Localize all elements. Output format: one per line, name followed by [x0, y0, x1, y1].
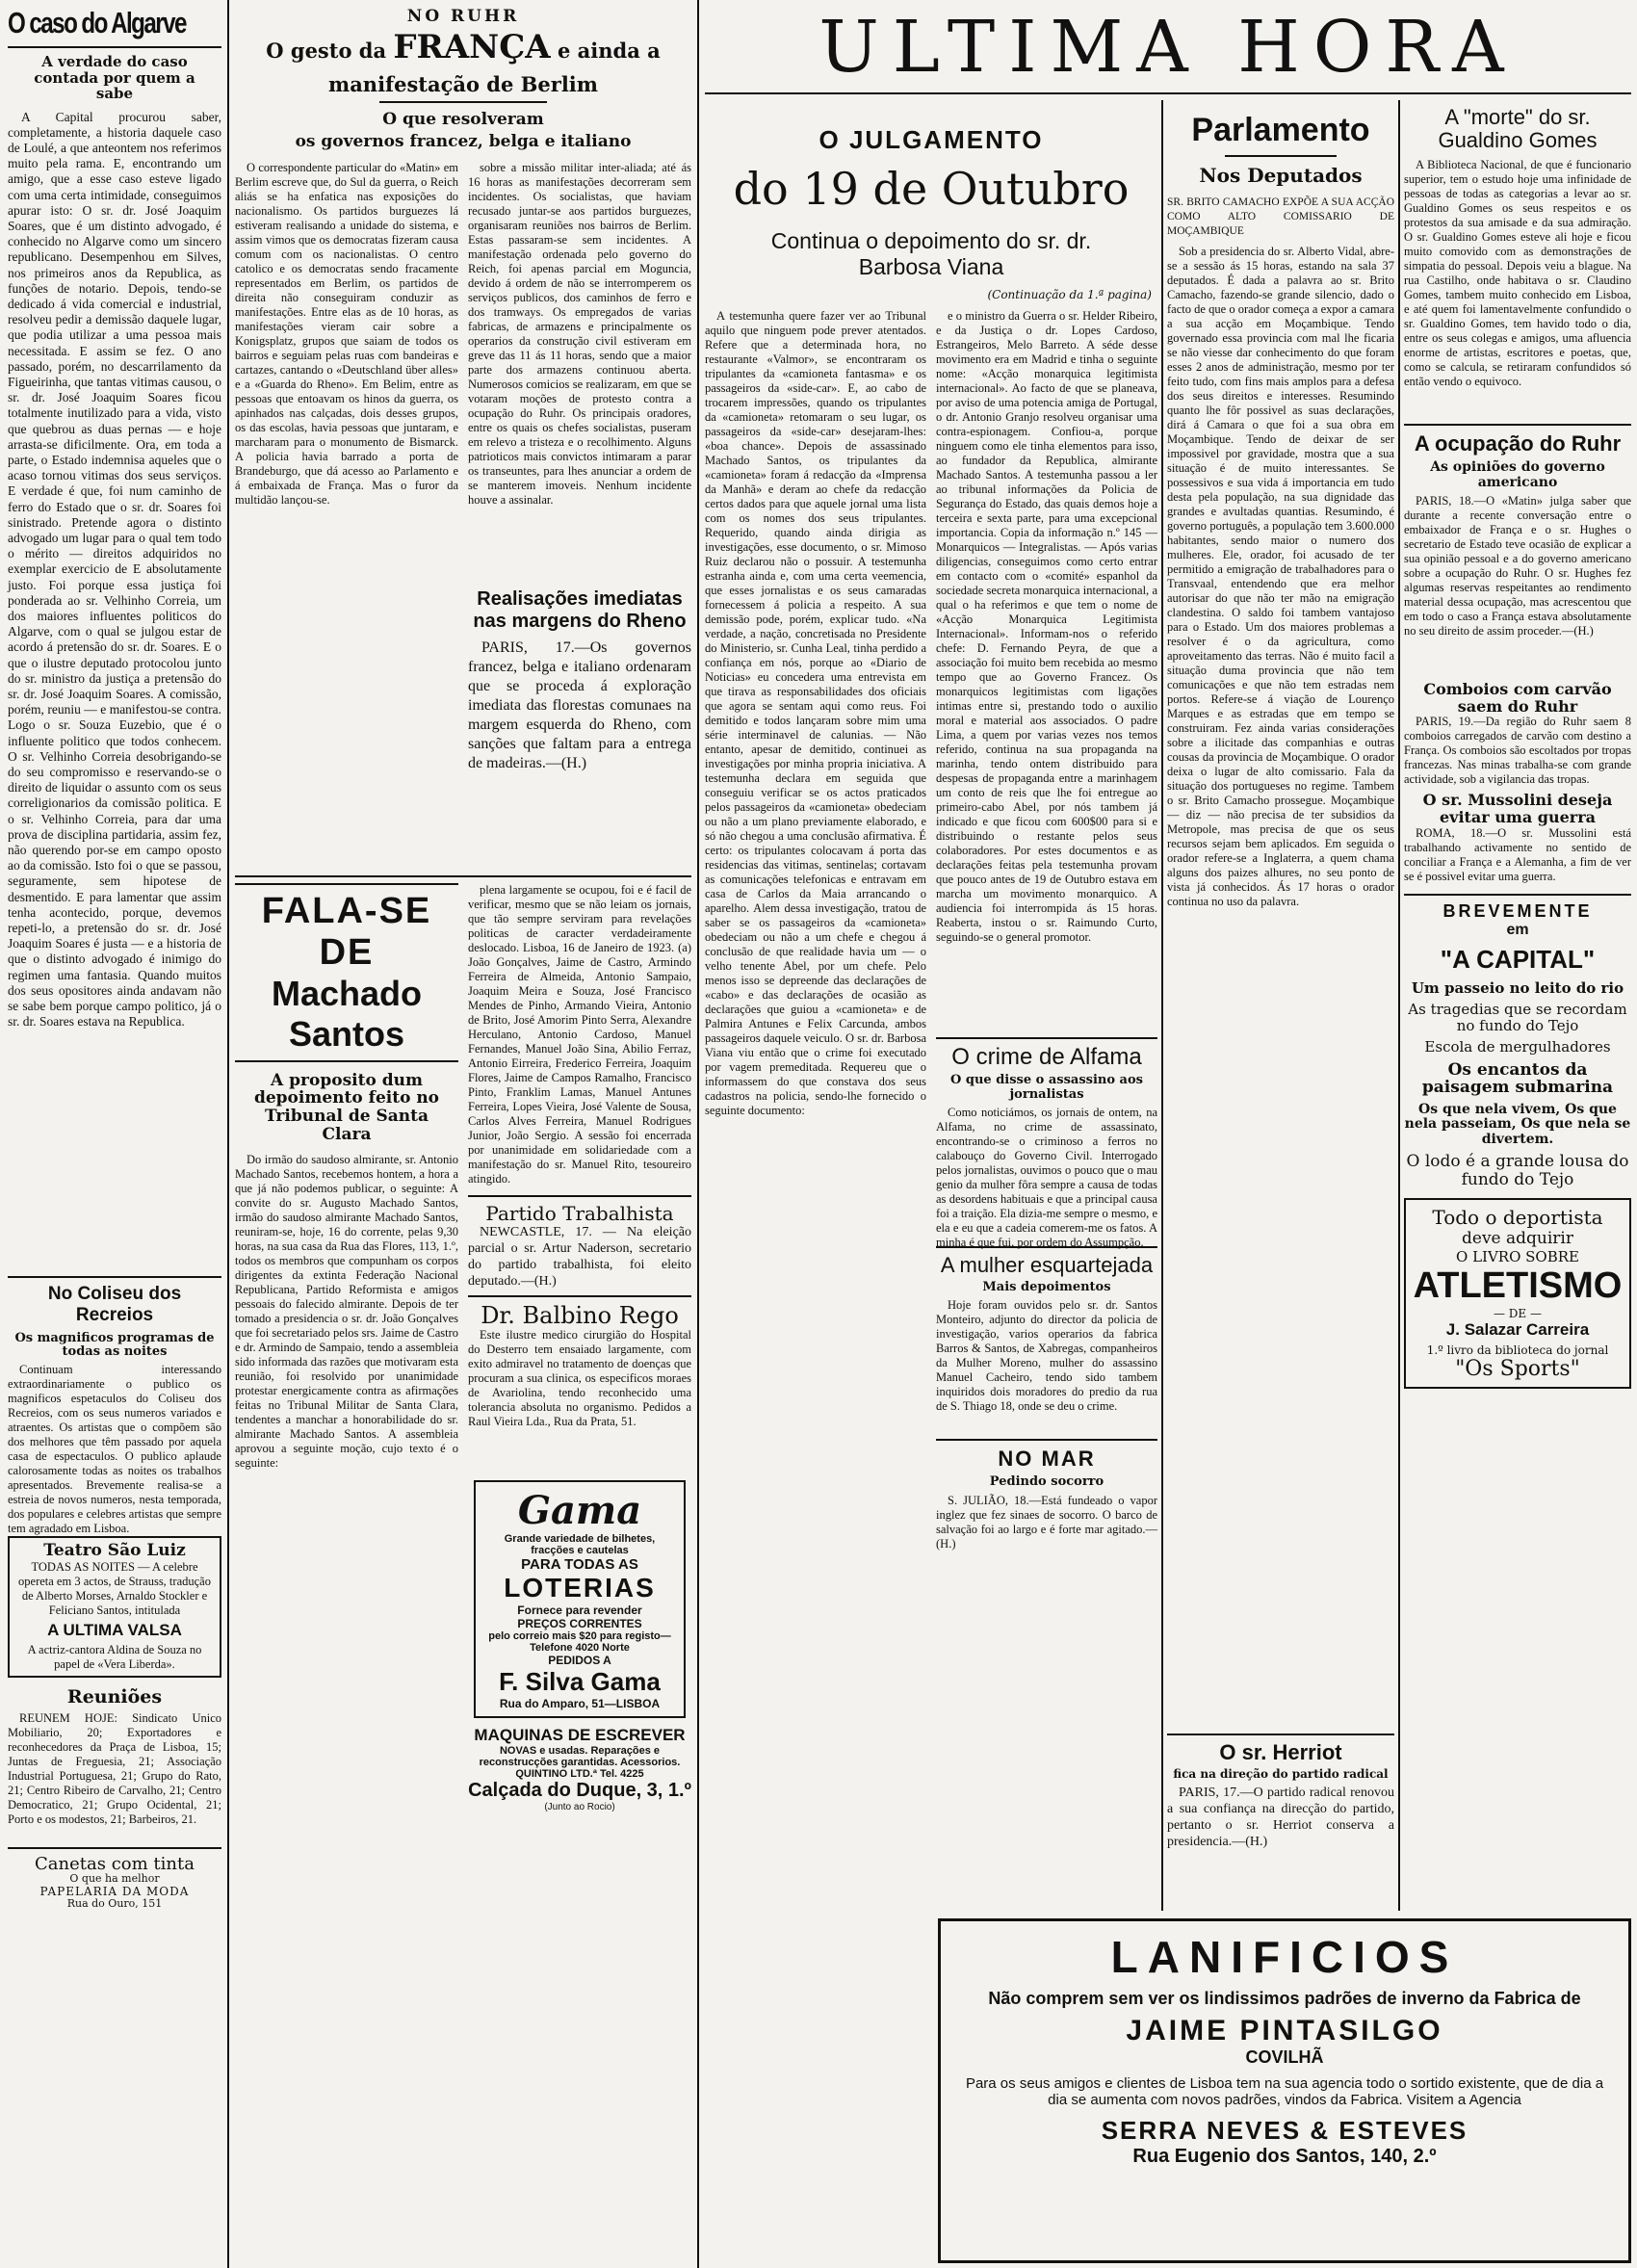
fala-subtitle: A proposito dum depoimento feito no Tribunal de Santa Clara [253, 1070, 440, 1144]
column-2 [235, 0, 691, 2268]
atletismo-line1: Todo o deportista [1432, 1206, 1603, 1230]
morte-title: A "morte" do sr. Gualdino Gomes [1438, 105, 1598, 153]
fala-column [235, 883, 458, 2025]
algarve-title: O caso do Algarve [8, 6, 186, 39]
lanificios-agency: SERRA NEVES & ESTEVES [1101, 2116, 1468, 2145]
trabalhista-title: Partido Trabalhista [485, 1201, 674, 1225]
fala-box [235, 883, 458, 1062]
rheno-body: PARIS, 17.—Os governos francez, belga e italiano ordenaram que se proceda á exploração imediata das florestas comunaes na margem esquerda do Rheno, com sanções que faltam para a entrega de madeiras.—(H.) [468, 639, 691, 771]
herriot-body: PARIS, 17.—O partido radical renovou a sua confiança na direcção do partido, pertanto o sr. Herriot conserva a presidencia.—(H.) [1167, 1786, 1394, 1850]
atletismo-author: J. Salazar Carreira [1445, 1320, 1590, 1340]
mussolini-title: O sr. Mussolini deseja evitar uma guerra [1422, 791, 1613, 826]
fala-title: FALA-SE DE [261, 890, 432, 973]
berlin-headline: manifestação de Berlim [327, 72, 598, 97]
rule [1404, 424, 1631, 426]
balbino-name: Dr. Balbino Rego [481, 1301, 679, 1329]
lanificios-title: LANIFICIOS [1110, 1932, 1459, 1982]
lanificios-line2: Para os seus amigos e clientes de Lisboa tem na sua agencia todo o sortido existente, que de dia a dia se aumenta com novos padrões, vindos da Fabrica. Visitem a Agencia [965, 2075, 1604, 2108]
gama-line6: PEDIDOS A [548, 1653, 611, 1667]
gama-line2: PARA TODAS AS [521, 1555, 638, 1573]
brevemente-line1: Um passeio no leito do rio [1411, 978, 1624, 997]
rule [1225, 155, 1337, 157]
coliseu-title: No Coliseu dos Recreios [47, 1283, 182, 1325]
teatro-show: A ULTIMA VALSA [47, 1620, 182, 1639]
brevemente-publication: "A CAPITAL" [1440, 944, 1596, 974]
teatro-title: Teatro São Luiz [43, 1541, 186, 1561]
maquinas-address: Calçada do Duque, 3, 1.º [468, 1779, 691, 1801]
maquinas-title: MAQUINAS DE ESCREVER [474, 1725, 686, 1744]
ruhr-kicker: NO RUHR [406, 7, 520, 26]
france-headline [235, 27, 691, 66]
headline-part-a: O gesto da [266, 38, 387, 63]
canetas-address: Rua do Ouro, 151 [66, 1896, 163, 1910]
teatro-body: TODAS AS NOITES — A celebre opereta em 3 actos, de Strauss, tradução de Alberto Morses, Arnaldo Stockler e Feliciano Santos, intitulada [18, 1559, 211, 1617]
alfama-title: O crime de Alfama [951, 1044, 1142, 1070]
rule [8, 1847, 221, 1849]
algarve-body: A Capital procurou saber, completamente, a historia daquele caso de Loulé, a que anteontem nos referimos muito pela rama. E, encontrando um amigo, que a esse caso esteve ligado com uma certa intimidade, conseguimos apurar isto: O sr. dr. José Joaquim Soares, que é um distinto advogado, é conhecido no Algarve como um sincero republicano. Desempenhou em Silves, nos primeiros anos da Republica, as funções de notario. Depois, tendo-se dedicado á vida comercial e industrial, resolveu pedir a demissão daquele lugar, que podia utilizar a uma pessoa mais necessitada. E assim se fez. O ano passado, porém, no descarrilamento da Figueirinha, que tantas vitimas causou, o sr. dr. José Joaquim Soares ficou totalmente inutilizado para a vida, visto que quebrou as duas pernas — e hoje arrasta-se dificilmente. Ora, em toda a parte, o Estado indemnisa aqueles que o acaso tornou vitimas dos seus serviços. E verdade é que, foi num caminho de ferro do Estado que o sr. dr. Soares foi sinistrado. Pretende agora o distinto advogado um lugar para o qual tem todo o mérito — direitos adquiridos no exemplar exercicio de E absolutamente justo. Foi porque essa justiça foi ponderada ao sr. Velhinho Correia, um dos maiores influentes politicos do Algarve, com o qual se julgou estar de acordo á pretensão do sr. dr. Soares. E o que o ilustre deputado protocolou junto do sr. ministro da justiça a pretensão do sr. dr. José Joaquim Soares. A comissão, porém, reuniu — e manifestou-se contra. Logo o sr. Souza Euzebio, que é o influente politico que todos conhecem. O sr. Velhinho Correia desobrigando-se do seu compromisso e reservando-se o direito de liquidar o assunto com os seus correligionarios da comissão politica. E o sr. Velhinho Correia, para dar uma prova de disciplina partidaria, assim fez, não querendo por-se em campo oposto ao da comissão. Isto foi o que se passou, seguramente, sem hipotese de desmentido. E para lamentar que assim tenha acontecido, porque, devemos repeti-lo, a pretensão do sr. dr. José Joaquim Soares é justa — e a historia de que o distinto advogado é inimigo do regimen uma fantasia. Quando muitos dos seus opositores ainda andavam não se sabe bem porque campo politico, já o sr. dr. Soares estava na Republica. [8, 109, 221, 1030]
rule [8, 46, 221, 48]
maquinas-body: NOVAS e usadas. Reparações e reconstrucções garantidas. Acessorios. QUINTINO LTD.ª Tel. 4225 [479, 1744, 681, 1780]
gama-line5: pelo correio mais $20 para registo—Telefone 4020 Norte [488, 1629, 671, 1654]
resolveram-subhead: O que resolveram [382, 110, 544, 130]
rule [1404, 894, 1631, 896]
lanificios-name: JAIME PINTASILGO [1126, 2015, 1443, 2046]
headline-france: FRANÇA [393, 27, 551, 66]
rule [379, 101, 547, 103]
morte-body: A Biblioteca Nacional, de que é funcionario superior, tem o estudo hoje uma infinidade de pessoas de todas as categorias a levar ao sr. Gualdino Gomes os seus respeitos e os protestos da sua amisade e da sua admiração. O sr. Gualdino Gomes esteve ali hoje e ficou muito comovido com as demonstrações de simpatia do pessoal. Depois veiu a blague. Na rua Castilho, onde habitava o sr. Claudino Gomes, tambem muito conhecido em Lisboa, e até quem foi lamentavelmente confundido o sr. Gualdino Gomes, tem havido todo o dia, entre os seus colegas e amigos, uma afluencia enorme de artistas, escritores e poetas, que, como se calcula, se retiraram confundidos só então vendo o equivoco. [1404, 158, 1631, 389]
alfama-subtitle: O que disse o assassino aos jornalistas [950, 1073, 1143, 1102]
gama-logo: Gama [517, 1487, 642, 1533]
trabalhista-body: NEWCASTLE, 17. — Na eleição parcial o sr. Artur Naderson, secretario do partido trabalhista, foi eleito deputado.—(H.) [468, 1224, 691, 1289]
atletismo-note: 1.º livro da biblioteca do jornal [1426, 1343, 1609, 1358]
alfama-body: Como noticiámos, os jornais de ontem, na Alfama, no crime de assassinato, encontrando-se o criminoso a ferros no calabouço do Governo Civil. Interrogado pelos jornalistas, ouvimos o pouco que o mau genio da mulher fôra sempre a causa de todas as desordens habituais e que a principal causa foi a traição. Ela dizia-me sempre o mesmo, e ela e eu que a cadeia comerem-me os fatos. A minha é que fui, por ordem do Assumpção. [936, 1105, 1157, 1249]
canetas-line: O que ha melhor [69, 1872, 160, 1886]
atletismo-title: ATLETISMO [1413, 1265, 1623, 1307]
herriot-subtitle: fica na direção do partido radical [1173, 1767, 1389, 1782]
atletismo-ad [1404, 1198, 1631, 1389]
gama-line4: PREÇOS CORRENTES [517, 1616, 642, 1630]
ruhr-subtitle: As opiniões do governo americano [1430, 459, 1605, 490]
rule [468, 1295, 691, 1297]
brevemente-title: BREVEMENTE [1442, 900, 1593, 921]
fala-body: Do irmão do saudoso almirante, sr. Antonio Machado Santos, recebemos hontem, a hora a que já não podemos publicar, o seguinte: A convite do sr. Augusto Machado Santos, irmão do saudoso almirante Machado Santos, reuniram-se, hoje, 16 do corrente, pelas 9,30 horas, na sua casa da Rua das Flores, 113, 1.º, todos os membros que compunham os corpos dirigentes da extinta Federação Nacional Republicana, Partido Reformista e amigos pessoais do falecido almirante. Depois de ter tomado a presidencia o sr. dr. João Gonçalves que foi secretariado pelos srs. Jaime de Castro e dr. Armindo de Sampaio, tendo a assembleia sido informada das razões que motivaram esta reunião, foi resolvido por unanimidade protestar energicamente contra as afirmações feitas no Tribunal Militar de Santa Clara, tendentes a manchar a honorabilidade do sr. almirante Machado Santos. A assembleia aprovou a seguinte moção, cujo texto é o seguinte: [235, 1153, 458, 1471]
comboios-title: Comboios com carvão saem do Ruhr [1423, 680, 1612, 716]
gama-name: F. Silva Gama [499, 1666, 661, 1696]
berlin-body-left: O correspondente particular do «Matin» em Berlim escreve que, do Sul da guerra, o Reich aliás se ha enfatica nas exposições do nacionalismo. Os partidos burguezes lá estiveram realisando a unidade do sistema, e assim vimos que os democratas fizeram causa comum com os nacionalistas. O centro catolico e os democratas sendo fracamente representados em Berlim, os partidos de direita não conseguiram conduzir as manifestações. Entre elas as de 10 horas, as manifestações vieram cair sobre a Konigsplatz, grupos que saiam de todos os bairros e seguiam pelas ruas com bandeiras e cartazes, cantando o «Deutschland über alles» e a «Guarda do Rheno». Em Belim, entre as pessoas que entoavam os hinos da guerra, os apinhados nas calçadas, dois desses grupos, os das escolas, havia pessoas que juntaram, e marcharam para o monumento de Bismarck. A policia havia barrado a porta de Brandeburgo, que dá acesso ao Parlamento e á embaixada de França. Mas o furor da multidão lançou-se. [235, 160, 458, 507]
julgamento-kicker: O JULGAMENTO [818, 125, 1044, 154]
mar-title: NO MAR [998, 1447, 1096, 1472]
julgamento-continued: (Continuação da 1.ª pagina) [987, 288, 1152, 301]
rule [705, 92, 1631, 94]
comboios-body: PARIS, 19.—Da região do Ruhr saem 8 comboios carregados de carvão com destino a França. Os comboios são escoltados por tropas francezas. Nas minas trabalha-se com grande actividade, sob a vigilancia das tropas. [1404, 715, 1631, 787]
gama-ad [474, 1480, 686, 1718]
esquartejada-subtitle: Mais depoimentos [982, 1280, 1111, 1295]
gama-address: Rua do Amparo, 51—LISBOA [499, 1696, 661, 1710]
parlamento-body: Sob a presidencia do sr. Alberto Vidal, abre-se a sessão ás 15 horas, estando na sala 37 deputados. É dada a palavra ao sr. Brito Camacho, fazendo-se grande silencio, dado o facto de que o orador começa a expor a camara a sua acção em Moçambique. Tendo governado essa provincia com mal lhe ficaria se não viesse dar conhecimento do que foram esses 2 anos de administração, mesmo por ter feito tudo, com fins mais amplos para a defesa dos seus direitos e interesses. Resumindo quanto lhe fôr possivel as suas declarações, dirá á Camara o que foi a sua obra em Moçambique. Tendo de deixar de ser impossivel por gravidade, mostra que a sua situação é de muito interessantes. Se possessivos e sua vida á importancia em tudo desta pela população, na sua dignidade das grandes e avultadas quantias. Resumindo, é governo português, a população tem 3.600.000 habitantes, sendo maior o numero dos mulheres. Ele, orador, foi acusado de ter permitido a emigração de trabalhadores para o Transvaal, entendendo que era melhor autorisar do que não ter mão na emigração clandestina. O saldo foi tambem vantajoso para o Estado. Um dos maiores problemas a resolver é o da agricultura, como aproveitamento das terras. Não é muito facil a situação duma provincia que não tem comunicações e que não tem estradas nem portos. Refere-se á viação de Lourenço Marques e as estradas que em tempo se construiram. Fez ainda varias considerações sobre a ilicitade das companhias e outras cousas da provincia de Moçambique. O orador deixa o lugar de alto comissario. Fala da situação dos portugueses no regime. Tambem o sr. Brito Camacho prossegue. Moçambique — diz — não precisa de ter subsidios da Metropole, mas precisa de que os seus recursos sejam bem aplicados. Em seguida o orador refere-se a Inglaterra, a quem chama alguns dos paizes alhures, no seu ponto de vista já conhecidos. Ás 17 horas o orador continua no uso da palavra. [1167, 245, 1394, 908]
herriot-title: O sr. Herriot [1219, 1740, 1342, 1764]
rheno-title: Realisações imediatas nas margens do Rheno [473, 587, 687, 632]
brevemente-em: em [1506, 921, 1529, 938]
berlin-columns [235, 161, 691, 864]
gama-line3: Fornece para revender [517, 1603, 642, 1617]
brevemente-line4: Os encantos da paisagem submarina [1421, 1059, 1614, 1098]
julgamento-columns [705, 309, 1157, 1600]
governos-subhead: os governos francez, belga e italiano [295, 131, 632, 151]
column-divider [697, 0, 699, 2268]
gama-line1: Grande variedade de bilhetes, fracções e cautelas [504, 1532, 656, 1556]
berlin-right [468, 161, 691, 864]
rule [8, 1276, 221, 1278]
balbino-body: Este ilustre medico cirurgião do Hospital do Desterro tem ensaiado largamente, com exito admiravel no tratamento de doenças que procuram a sua clinica, os especificos moraes de Avariolina, tendo reconhecido uma tolerancia absoluta no organismo. Pedidos a Raul Vieira Lda., Rua da Prata, 51. [468, 1327, 691, 1428]
lanificios-line1: Não comprem sem ver os lindissimos padrões de inverno da Fabrica de [988, 1989, 1581, 2008]
fala-right-column [468, 883, 691, 2025]
rule [468, 1195, 691, 1197]
julgamento-left [705, 309, 926, 1600]
canetas-shop: PAPELARIA DA MODA [39, 1884, 190, 1898]
lanificios-city: COVILHÃ [1245, 2047, 1324, 2067]
teatro-cast: A actriz-cantora Aldina de Souza no papel de «Vera Liberda». [27, 1642, 202, 1671]
algarve-subtitle: A verdade do caso contada por quem a sabe [34, 53, 195, 102]
brevemente-line5: Os que nela vivem, Os que nela passeiam, Os que nela se divertem. [1404, 1101, 1631, 1147]
esquartejada-title: A mulher esquartejada [940, 1252, 1154, 1277]
brevemente-line3: Escola de mergulhadores [1424, 1038, 1611, 1056]
berlin-body-right: sobre a missão militar inter-aliada; até ás 16 horas as manifestações decorreram sem incidentes. Os socialistas, que haviam recusado juntar-se aos partidos burguezes, organisaram reuniões nos bairros de Berlim. Estas passaram-se sem incidentes. A manifestação ordenada pelo governo do Reich, foi apenas parcial em Moguncia, devido á ordem de não se interromperem os serviços publicos, dos caminhos de ferro e dos tramways. Os empregados de varias fabricas, de armazens e principalmente os operarios da construção civil estiveram em greve das 11 ás 11 horas, sendo que a maior parte dos armazens continuou aberta. Numerosos comicios se realizaram, em que se votaram moções de protesto contra a ocupação do Ruhr. Os principais oradores, entre os quais os chefes socialistas, puseram em relevo a tristeza e o recolhimento. Alguns patrioticos mais convictos intimaram a parar os transeuntes, para lhes anunciar a ordem de se manterem imoveis. Nenhum incidente houve a assinalar. [468, 160, 691, 507]
julgamento-subtitle: Continua o depoimento do sr. dr. Barbosa Viana [770, 228, 1092, 279]
atletismo-line2: deve adquirir [1462, 1229, 1573, 1249]
brevemente-line2: As tragedias que se recordam no fundo do Tejo [1408, 1001, 1627, 1034]
mussolini-body: ROMA, 18.—O sr. Mussolini está trabalhando activamente no sentido de conciliar a França e a Alemanha, a fim de ver se é possivel evitar uma guerra. [1404, 825, 1631, 883]
julgamento-right [936, 309, 1157, 1600]
ruhr-title: A ocupação do Ruhr [1414, 431, 1622, 456]
parlamento-subtitle: Nos Deputados [1199, 164, 1363, 187]
reunioes-body: REUNEM HOJE: Sindicato Unico Mobiliario, 20; Exportadores e reconhecedores da Praça de Lisboa, 15; Juntas de Freguesia, 21; Associação Industrial Portuguesa, 21; Grupo do Rato, 21; Centro Ribeiro de Carvalho, 21; Centro Democratico, 21; Grupo Ocidental, 21; Porto e os modestos, 21; Barbeiros, 21. [8, 1710, 221, 1826]
column-1 [8, 0, 221, 2268]
esquartejada-body: Hoje foram ouvidos pelo sr. dr. Santos Monteiro, adjunto do director da policia de investigação, varios operarios da fabrica Barros & Santos, de Xabregas, companheiros da Mulher Moreno, mulher do assassino Manuel Cacheiro, tendo sido tambem inquiridos dois moradores do predio da rua de S. Thiago 18, onde se deu o crime. [936, 1298, 1157, 1414]
headline-part-c: e ainda a [557, 38, 661, 63]
lanificios-ad [938, 1918, 1631, 2263]
coliseu-subtitle: Os magnificos programas de todas as noites [14, 1330, 215, 1359]
mar-subtitle: Pedindo socorro [989, 1474, 1104, 1490]
julgamento-body-b: e o ministro da Guerra o sr. Helder Ribeiro, e da Justiça o dr. Lopes Cardoso, Estrangeiros, Melo Barreto. A séde desse movimento era em Madrid e tinha o seguinte nome: «Acção monarquica legitimista internacional». Ao facto de que se planeava, por aviso de uma potencia amiga de Portugal, o dr. Antonio Granjo resolveu organisar uma contra-espionagem. Confiou-a, porque ninguem como ele tinha elementos para isso, ao fundador da Republica, almirante Machado Santos. A testemunha passou a ler ao tribunal informações da Policia de Segurança do Estado, das quais demos hoje a terceira e sexta parte, para uma excepcional importancia. Copia da informação n.º 145 — Monarquicos — Integralistas. — Após varias diligencias, conseguimos como certo entrar em contacto com o «comité» espanhol da sociedade secreta monarquica internacional, a qual o ha referimos e que tem o nome de «Acção Monarquica Legitimista Internacional». Informam-nos o referido chefe: D. Fernando Peyra, de que a associação foi muito bem recebida ao mesmo tempo que ao Governo Francez. Os monarquicos legitimistas com ligações intimas entre si, prestando todo o auxilio moral e material aos associados. O padre Lima, a quem por varias vezes nos temos referido, continua na sua propaganda na marinha, tendo ontem distribuido para despesas de propaganda entre a marinhagem um conto de reis que lhe foi entregue ao primeiro-cabo Abel, por nós tambem já indicado e que ficou com 600$00 para si e distribuindo o restante pelos seus colaboradores. Por estes documentos e as declarações feitas pela testemunha provam que pouco antes de 19 de Outubro estava em marcha um movimento monarquico. A audiencia foi interrompida ás 15 horas. Reaberta, instou o sr. Raimundo Curto, seguindo-se o general promotor. [936, 309, 1157, 944]
reunioes-title: Reuniões [66, 1685, 163, 1708]
column-divider [1398, 100, 1400, 1911]
coliseu-body: Continuam interessando extraordinariamente o publico os magnificos espetaculos do Coliseu dos Recreios, com os seus numeros variados e atraentes. Os artistas que o compõem são dos melhores que têm passado por aquela casa de espectaculos. O publico aplaude calorosamente todas as noites os trabalhos apresentados. Brevemente realisa-se a estreia de novos numeros, nesta temporada, dos populares e celebres artistas que sempre tem agradado em Lisboa. [8, 1363, 221, 1536]
julgamento-title: do 19 de Outubro [733, 163, 1130, 215]
rule [1167, 1734, 1394, 1735]
lanificios-address: Rua Eugenio dos Santos, 140, 2.º [1132, 2146, 1437, 2167]
rule [936, 1037, 1157, 1039]
mar-body: S. JULIÃO, 18.—Está fundeado o vapor inglez que fez sinaes de socorro. O barco de salvação foi ao largo e é forte mar agitado.—(H.) [936, 1493, 1157, 1551]
teatro-box [8, 1536, 221, 1678]
atletismo-line3: O LIVRO SOBRE [1456, 1248, 1579, 1266]
atletismo-publication: "Os Sports" [1455, 1357, 1580, 1382]
atletismo-de: — DE — [1493, 1307, 1542, 1321]
column-divider [227, 0, 229, 2268]
maquinas-note: (Junto ao Rocio) [544, 1801, 615, 1812]
julgamento-body-a: A testemunha quere fazer ver ao Tribunal aquilo que ninguem pode prever atentados. Refere que a determinada hora, no restaurante «Valmor», se encontraram os tripulantes da «camioneta fantasma» e os passageiros da «side-car». E, ao cabo de trocarem impressões, quando os tripulantes da «camioneta» retomaram o seu lugar, os passageiros da «side-car» desejaram-lhes: «boa chance». Depois de assassinado Machado Santos, os tripulantes da «camioneta» foram á redacção da «Imprensa da Manhã» e deram ao chefe da redacção certos dados para que aquele jornal uma lista com os nomes dos seus tripulantes. Requerido, quando ainda dirigia as investigações, esse documento, o sr. Mimoso Ruiz declarou não o possuir. A testemunha estranha ainda e, com uma certa veemencia, que esses jornalistas e os seus camaradas fornecessem á policia a respeito. A sua demissão pode, porém, explicar tudo. «Na verdade, a nação, concretisada no Presidente do Ministerio, sr. Cunha Leal, tinha perdido a confiança em nós, porque ao «Diario de Noticias» eu concedera uma entrevista em que tirava as responsabilidades dos oficiais que agora se sentam aqui como reus. Foi demitido e todos lançaram sobre mim uma série interminavel de calunias. — Não entanto, apesar de demitido, continuei as investigações por minha propria iniciativa. A testemunha declara em seguida que conseguiu verificar se os actos praticados pelos passageiros da «camioneta» obedeciam ou não a um plano previamente elaborado, e só não chegou a uma conclusão afirmativa. É certo: os tripulantes colocavam á porta das residencias das vitimas, sentinelas; cortavam as comunicações telefonicas e entravam em casa de Carlos da Maia arrancando o aparelho. Alem dessa investigação, tratou de saber se os passageiros da «camioneta» obedeciam ou não a um chefe e chegou á conclusão de que realidade havia um — o velho tenente Abel, por um chefe. Pelo menos isso se depreende das declarações de «cabo» e das declarações de ocasião as declarações que guiou a «camioneta» e de Palmira Antunes e Felix Carcunda, ambos passageiros daquele veiculo. O sr. dr. Barbosa Viana viu então que o crime foi executado por vagem premeditada. Requereu que o informassem do que constava dos seus cadastros na policia, sendo-lhe fornecido o seguinte documento: [705, 309, 926, 1117]
gama-loterias: LOTERIAS [504, 1572, 656, 1603]
rule [936, 1439, 1157, 1441]
parlamento-lead: SR. BRITO CAMACHO EXPÕE A SUA ACÇÃO COMO ALTO COMISSARIO DE MOÇAMBIQUE [1167, 196, 1394, 237]
ruhr-body: PARIS, 18.—O «Matin» julga saber que durante a recente conversação entre o embaixador de França e o sr. Hughes o secretario de Estado teve ocasião de explicar a sua opinião pessoal e a do governo americano sobre a ocupação do Ruhr. O sr. Hughes fez algumas reservas respeitantes ao rendimento material dessa ocupação, mas acrescentou que em todo o caso a França estava absolutamente no seu direito de assim proceder.—(H.) [1404, 494, 1631, 639]
fala-body-continued: plena largamente se ocupou, foi e é facil de verificar, mesmo que se não leiam os jornais, que tão sempre serviram para revelações politicas de caracter verdadeiramente deslocado. Lisboa, 16 de Janeiro de 1923. (a) João Gonçalves, Jaime de Castro, Armindo Ferreira de Almeida, Antonio Sampaio, Joaquim Meira e Souza, José Francisco Mendes de Pinho, Armando Vieira, Antonio de Brito, José Amorim Pinto Serra, Alexandre Herculano, Antonio Cardoso, Manuel Fernandes, Manuel João Sina, Abilio Ferraz, Antonio Eirreira, Frederico Ferreira, Joaquim Flores, Jaime de Campos Ramalho, Francisco Pinto, Franklim Lamas, Manuel Antunes Ferreira, Lopes Vieira, José Valente de Sousa, Carlos Alves Ferreira, Manuel Rodrigues Junior, João Sergio. A sessão foi encerrada por unanimidade em solidariedade com a manifestação do sr. Manuel Rito, tesoureiro atingido. [468, 882, 691, 1186]
rule [235, 875, 691, 877]
ultima-hora-banner: ULTIMA HORA [818, 6, 1518, 89]
column-divider [1161, 100, 1163, 1911]
fala-name: Machado Santos [271, 973, 423, 1054]
canetas-title: Canetas com tinta [35, 1853, 195, 1874]
lower-columns [235, 883, 691, 2025]
parlamento-title: Parlamento [1191, 112, 1370, 148]
brevemente-line6: O lodo é a grande lousa do fundo do Tejo [1406, 1152, 1629, 1189]
